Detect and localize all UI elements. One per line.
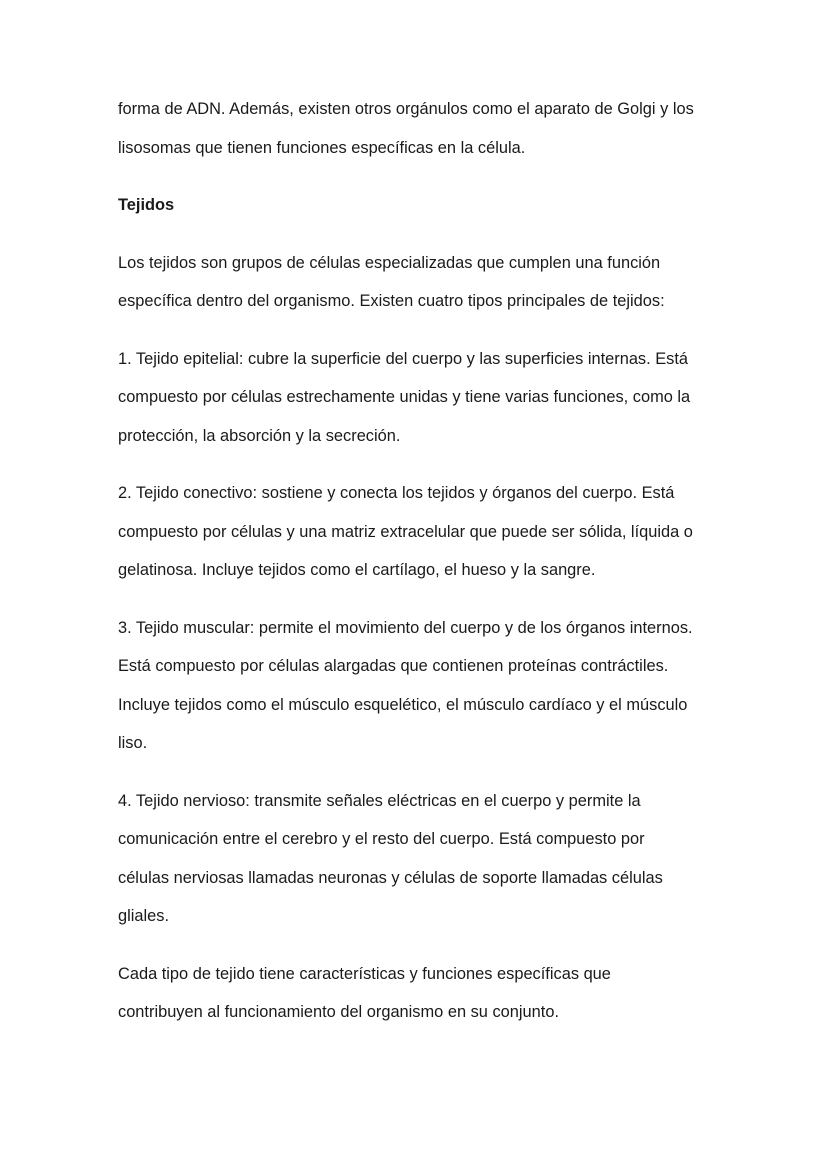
document-page [118,90,718,1051]
section-heading-tejidos: Tejidos [118,196,175,214]
section-intro-paragraph: Los tejidos son grupos de células especializadas que cumplen una función específica dentro del organismo. Existen cuatro tipos principales de tejidos: [118,253,665,310]
intro-continuation-paragraph: forma de ADN. Además, existen otros orgánulos como el aparato de Golgi y los lisosomas que tienen funciones específicas en la célula. [118,100,694,157]
tissue-item-conectivo: 2. Tejido conectivo: sostiene y conecta los tejidos y órganos del cuerpo. Está compuesto por células y una matriz extracelular que puede ser sólida, líquida o gelatinosa. Incluye tejidos como el cartílago, el hueso y la sangre. [118,484,693,579]
tissue-item-muscular: 3. Tejido muscular: permite el movimiento del cuerpo y de los órganos internos. Está compuesto por células alargadas que contienen proteínas contráctiles. Incluye tejidos como el músculo esquelético, el músculo cardíaco y el músculo liso. [118,618,693,752]
tissue-item-epitelial: 1. Tejido epitelial: cubre la superficie del cuerpo y las superficies internas. Está compuesto por células estrechamente unidas y tiene varias funciones, como la protección, la absorción y la secreción. [118,349,691,445]
conclusion-paragraph: Cada tipo de tejido tiene características y funciones específicas que contribuyen al funcionamiento del organismo en su conjunto. [118,964,611,1021]
tissue-item-nervioso: 4. Tejido nervioso: transmite señales eléctricas en el cuerpo y permite la comunicación entre el cerebro y el resto del cuerpo. Está compuesto por células nerviosas llamadas neuronas y células de soporte llamadas células gliales. [118,791,663,925]
